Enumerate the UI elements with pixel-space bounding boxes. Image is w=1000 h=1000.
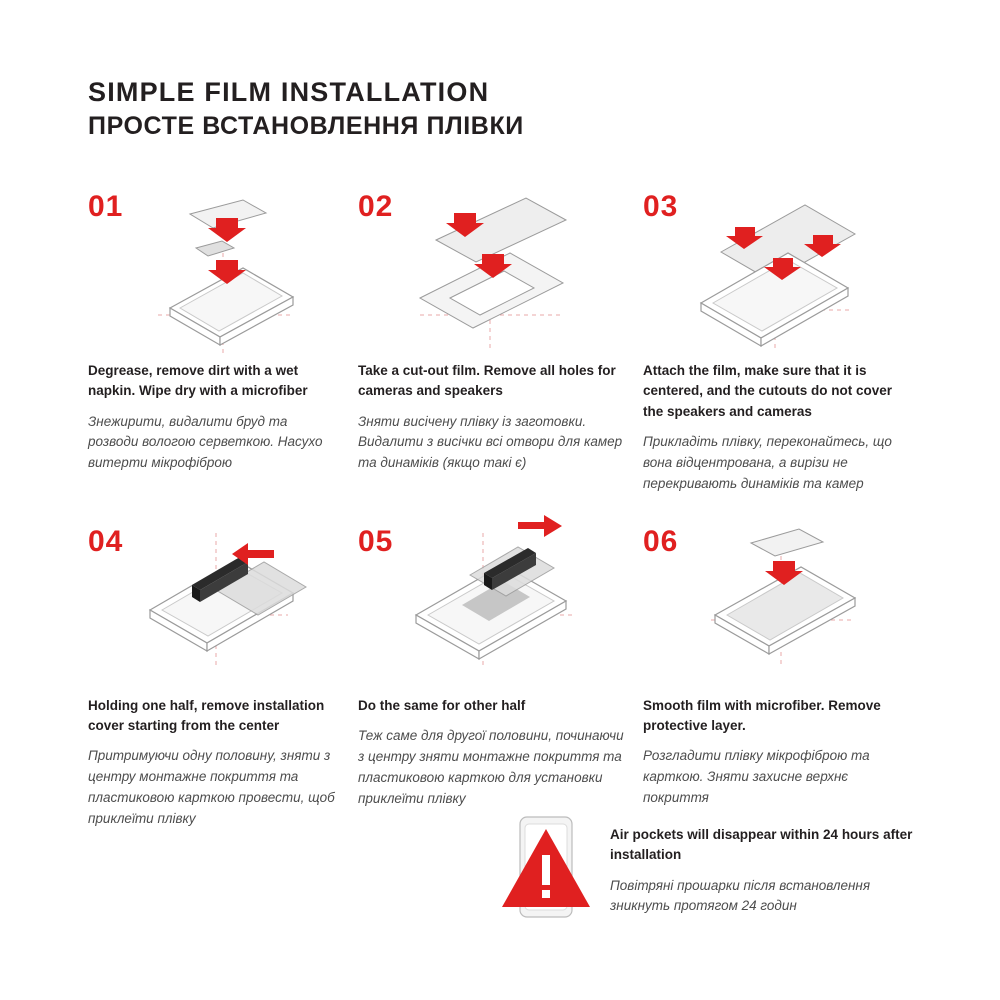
step-number: 02 [358, 190, 394, 223]
step-06 [643, 515, 928, 830]
step-text-en: Take a cut-out film. Remove all holes for cameras and speakers [358, 363, 616, 399]
step-text-en: Smooth film with microfiber. Remove protective layer. [643, 697, 881, 733]
step-text-uk: Зняти висічену плівку із заготовки. Видалити з висічки всі отвори для камер та динаміків (якщо такі є) [358, 413, 623, 471]
step-text-en: Attach the film, make sure that it is centered, and the cutouts do not cover the speakers and cameras [643, 363, 893, 419]
step-05 [358, 515, 643, 830]
step-text-uk: Знежирити, видалити бруд та розводи вологою серветкою. Насухо витерти мікрофіброю [88, 413, 323, 471]
page-title-uk: ПРОСТЕ ВСТАНОВЛЕННЯ ПЛІВКИ [88, 111, 524, 140]
footer-text-uk: Повітряні прошарки після встановлення зникнуть протягом 24 годин [610, 877, 871, 914]
smooth-film-icon [643, 515, 910, 690]
step-01 [88, 180, 358, 495]
step-02 [358, 180, 643, 495]
step-text-en: Holding one half, remove installation cover starting from the center [88, 697, 325, 733]
footer-text-en: Air pockets will disappear within 24 hours after installation [610, 827, 913, 863]
step-text-uk: Розгладити плівку мікрофіброю та карткою. Зняти захисне верхнє покриття [643, 748, 870, 805]
step-text-en: Degrease, remove dirt with a wet napkin. Wipe dry with a microfiber [88, 363, 308, 399]
step-number: 01 [88, 190, 124, 223]
step-03 [643, 180, 928, 495]
attach-film-icon [643, 180, 910, 355]
peel-first-half-icon [88, 515, 340, 690]
footer-note [500, 815, 930, 925]
page-header [88, 78, 928, 141]
step-number: 03 [643, 190, 679, 223]
step-04 [88, 515, 358, 830]
step-number: 06 [643, 524, 679, 558]
peel-second-half-icon [358, 515, 625, 690]
phone-with-wipe-icon [88, 180, 340, 355]
step-text-en: Do the same for other half [358, 697, 526, 713]
footer-text-block [610, 815, 930, 917]
step-text-uk: Теж саме для другої половини, починаючи з центру зняти монтажне покриття та пластиковою карткою для установки приклеїти плівку [358, 727, 624, 806]
cut-out-film-icon [358, 180, 625, 355]
page-title-en: SIMPLE FILM INSTALLATION [88, 77, 490, 107]
steps-grid [88, 180, 928, 830]
step-number: 04 [88, 524, 124, 558]
step-number: 05 [358, 524, 394, 558]
step-text-uk: Притримуючи одну половину, зняти з центру монтажне покриття та пластиковою карткою провести, щоб приклеїти плівку [88, 748, 335, 826]
warning-triangle-icon [500, 815, 592, 925]
step-text-uk: Прикладіть плівку, переконайтесь, що вона відцентрована, а вирізи не перекривають динаміків та камер [643, 433, 892, 491]
